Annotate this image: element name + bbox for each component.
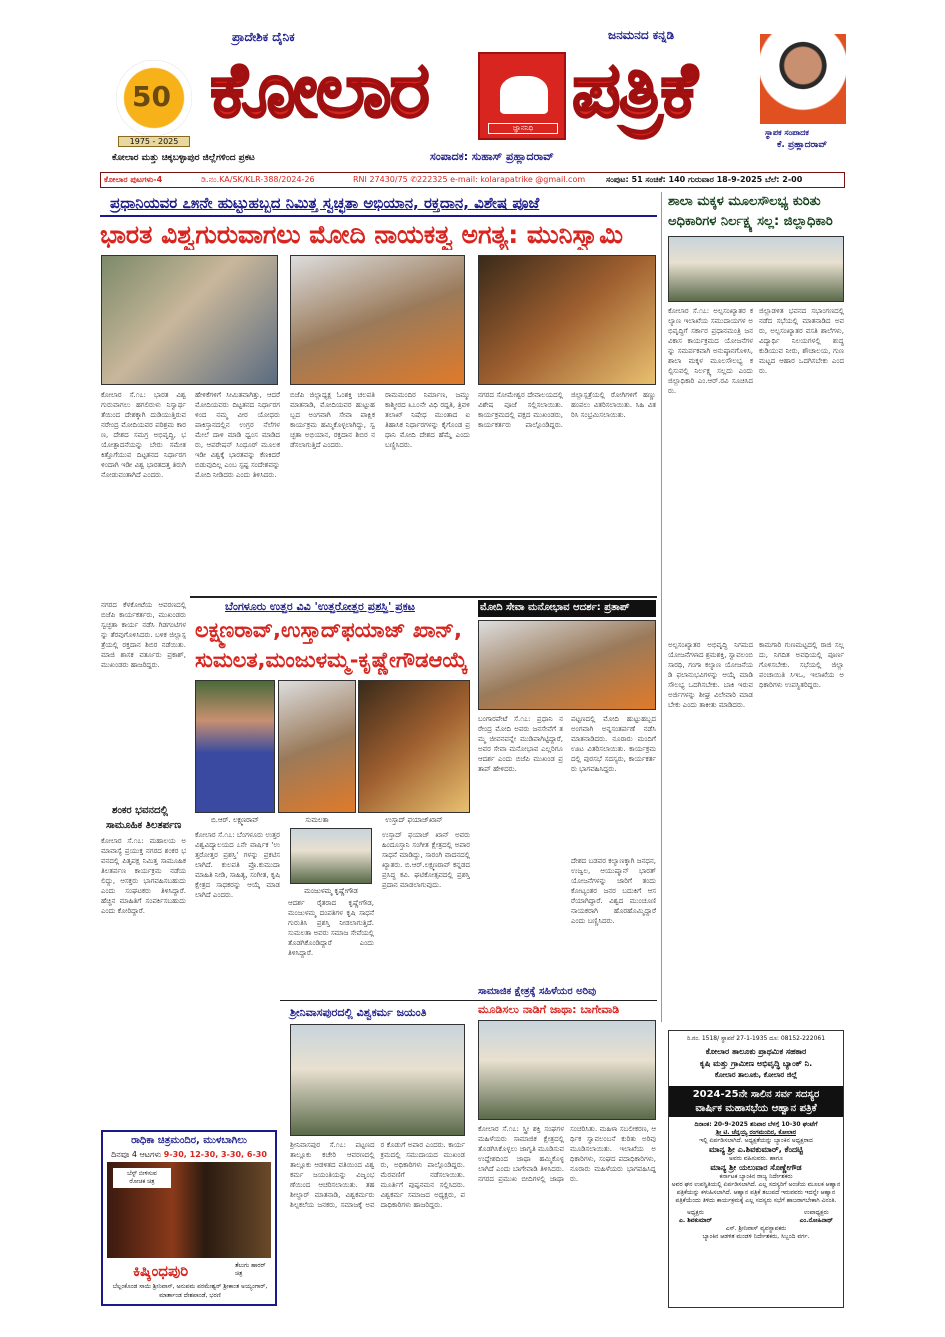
side-story-meeting-photo — [668, 236, 844, 302]
bank-agm-notice: ರಿ.ನಂ. 1518/ ಸ್ಥಾಪನೆ 27-1-1935 ದೂ: 08152-222061 ಕೋಲಾರ ತಾಲೂಕು ಪ್ರಾಥಮಿಕ ಸಹಕಾರ ಕೃಷಿ ಮತ್ತು ಗ್ರಾಮೀಣ ಅಭಿವೃದ್ಧಿ ಬ್ಯಾಂಕ್ ನಿ. ಕೋಲಾರ ತಾಲೂಕು, ಕೋಲಾರ ಜಿಲ್ಲೆ 2024-25ನೇ ಸಾಲಿನ ಸರ್ವ ಸದಸ್ಯರ ವಾರ್ಷಿಕ ಮಹಾಸಭೆಯ ಆಹ್ವಾನ ಪತ್ರಿಕೆ ದಿನಾಂಕ: 20-9-2025 ಶನಿವಾರ ಬೆಳಗ್ಗೆ 10-30 ಘಂಟೆಗೆ ಶ್ರೀ ಟಿ. ಚೆನ್ನಯ್ಯ ರಂಗಮಂದಿರ, ಕೋಲಾರ ಇಲ್ಲಿ ಏರ್ಪಡಿಸಲಾಗಿದೆ. ಅಧ್ಯಕ್ಷತೆಯನ್ನು ಬ್ಯಾಂಕಿನ ಅಧ್ಯಕ್ಷರಾದ ಮಾನ್ಯ ಶ್ರೀ ಎ.ಶಿವಕುಮಾರ್, ಕೆಂದಟ್ಟಿ ಅವರು ವಹಿಸುವರು. ಹಾಗೂ ಮಾನ್ಯ ಶ್ರೀ ಯಲುವಾರ ಸೊಣ್ಣೇಗೌಡ ಕರ್ನಾಟಕ ಬ್ಯಾಂಕಿನ ರಾಜ್ಯ ನಿರ್ದೇಶಕರು ಅವರ ಘನ ಉಪಸ್ಥಿತಿಯಲ್ಲಿ ಏರ್ಪಡಿಸಲಾಗಿದೆ. ಎಲ್ಲ ಸದಸ್ಯರಿಗೆ ಅಂಚೆಯ ಮೂಲಕ ಆಹ್ವಾನ ಪತ್ರಿಕೆಯನ್ನು ಕಳುಹಿಸಲಾಗಿದೆ. ಆಹ್ವಾನ ಪತ್ರಿಕೆ ತಲುಪದೆ ಇರುವವರು ಇದನ್ನೇ ಆಹ್ವಾನ ಪತ್ರಿಕೆಯೆಂದು ತಿಳಿದು ಕಾರ್ಯಕ್ರಮಕ್ಕೆ ಎಲ್ಲ ಸದಸ್ಯರು ಸಭೆಗೆ ಹಾಜರಾಗಬೇಕಾಗಿ ವಿನಂತಿ. ಅಧ್ಯಕ್ಷರು ಎ. ಶಿವಕುಮಾರ್ ಉಪಾಧ್ಯಕ್ಷರು ಎಂ.ನೋಹಿನಾಥ್ ಎಸ್. ಶ್ರೀನಿವಾಸ್ ವ್ಯವಸ್ಥಾಪಕರು ಬ್ಯಾಂಕಿನ ಆಡಳಿತ ಮಂಡಳಿ ನಿರ್ದೇಶಕರು, ಸಿಬ್ಬಂದಿ ವರ್ಗ. — [668, 1030, 844, 1308]
cinema-ad: ರಾಧಿಕಾ ಚಿತ್ರಮಂದಿರ, ಮುಳಬಾಗಿಲು ದಿನವೂ 4 ಆಟಗಳು 9-30, 12-30, 3-30, 6-30 ಬೆಸ್ಟ್ ಬೀಳಿಸುವ ರೋಚಕ ಚಿತ್ರ ಕಿಷ್ಕಿಂಧಪುರಿ ತೆಲುಗು ಹಾರರ್ ಚಿತ್ರ ಬೆಲ್ಲಂಕೊಂಡ ಸಾಯಿ ಶ್ರೀನಿವಾಸ್, ಅನುಪಮ ಪರಮೇಶ್ವರ್ ಶ್ರೀಕಾಂತ ಅಯ್ಯಂಗಾರ್, ಮಾರ್ತಾಂಡ ದೇಶಪಾಂಡೆ, ಭರಣಿ — [101, 1130, 277, 1306]
lead-kicker: ಪ್ರಧಾನಿಯವರ ೭೫ನೇ ಹುಟ್ಟುಹಬ್ಬದ ನಿಮಿತ್ತ ಸ್ವಚ್ಛತಾ ಅಭಿಯಾನ, ರಕ್ತದಾನ, ವಿಶೇಷ ಪೂಜೆ — [110, 194, 540, 212]
founder-photo — [760, 34, 846, 124]
elephant-emblem: ಜ್ಞಾನನಿಧಿ — [478, 52, 566, 140]
lead-headline: ಭಾರತ ವಿಶ್ವಗುರುವಾಗಲು ಮೋದಿ ನಾಯಕತ್ವ ಅಗತ್ಯ: ಮುನಿಸ್ವಾಮಿ — [100, 220, 624, 249]
lead-photo-cleanup — [101, 255, 278, 385]
title-patrike: ಪತ್ರಿಕೆ — [572, 45, 696, 134]
lead-photo-pooja — [478, 255, 656, 385]
photo-fayaz-khan — [358, 680, 470, 813]
jatha-photo — [478, 1020, 656, 1120]
photo-sumalatha — [278, 680, 356, 813]
info-bar: ಕೋಲಾರ ಪುಟಗಳು-4 ಡಿ.ನಂ.KA/SK/KLR-388/2024-26 RNI 27430/75 ✆222325 e-mail: kolarapatrike @gmail.com ಸಂಪುಟ: 51 ಸಂಚಿಕೆ: 140 ಗುರುವಾರ 18-9-2025 ಬೆಲೆ: 2-00 — [100, 172, 845, 188]
modi-seva-photo — [478, 620, 656, 710]
photo-couple — [290, 828, 372, 884]
anniversary-logo: 50 1975 - 2025 — [112, 42, 194, 150]
lead-photo-hospital — [290, 255, 465, 385]
photo-lakshmanarao — [195, 680, 275, 813]
title-kolara: ಕೋಲಾರ — [210, 45, 428, 134]
movie-poster: ಬೆಸ್ಟ್ ಬೀಳಿಸುವ ರೋಚಕ ಚಿತ್ರ — [107, 1162, 271, 1258]
vishwakarma-photo — [290, 1024, 465, 1136]
